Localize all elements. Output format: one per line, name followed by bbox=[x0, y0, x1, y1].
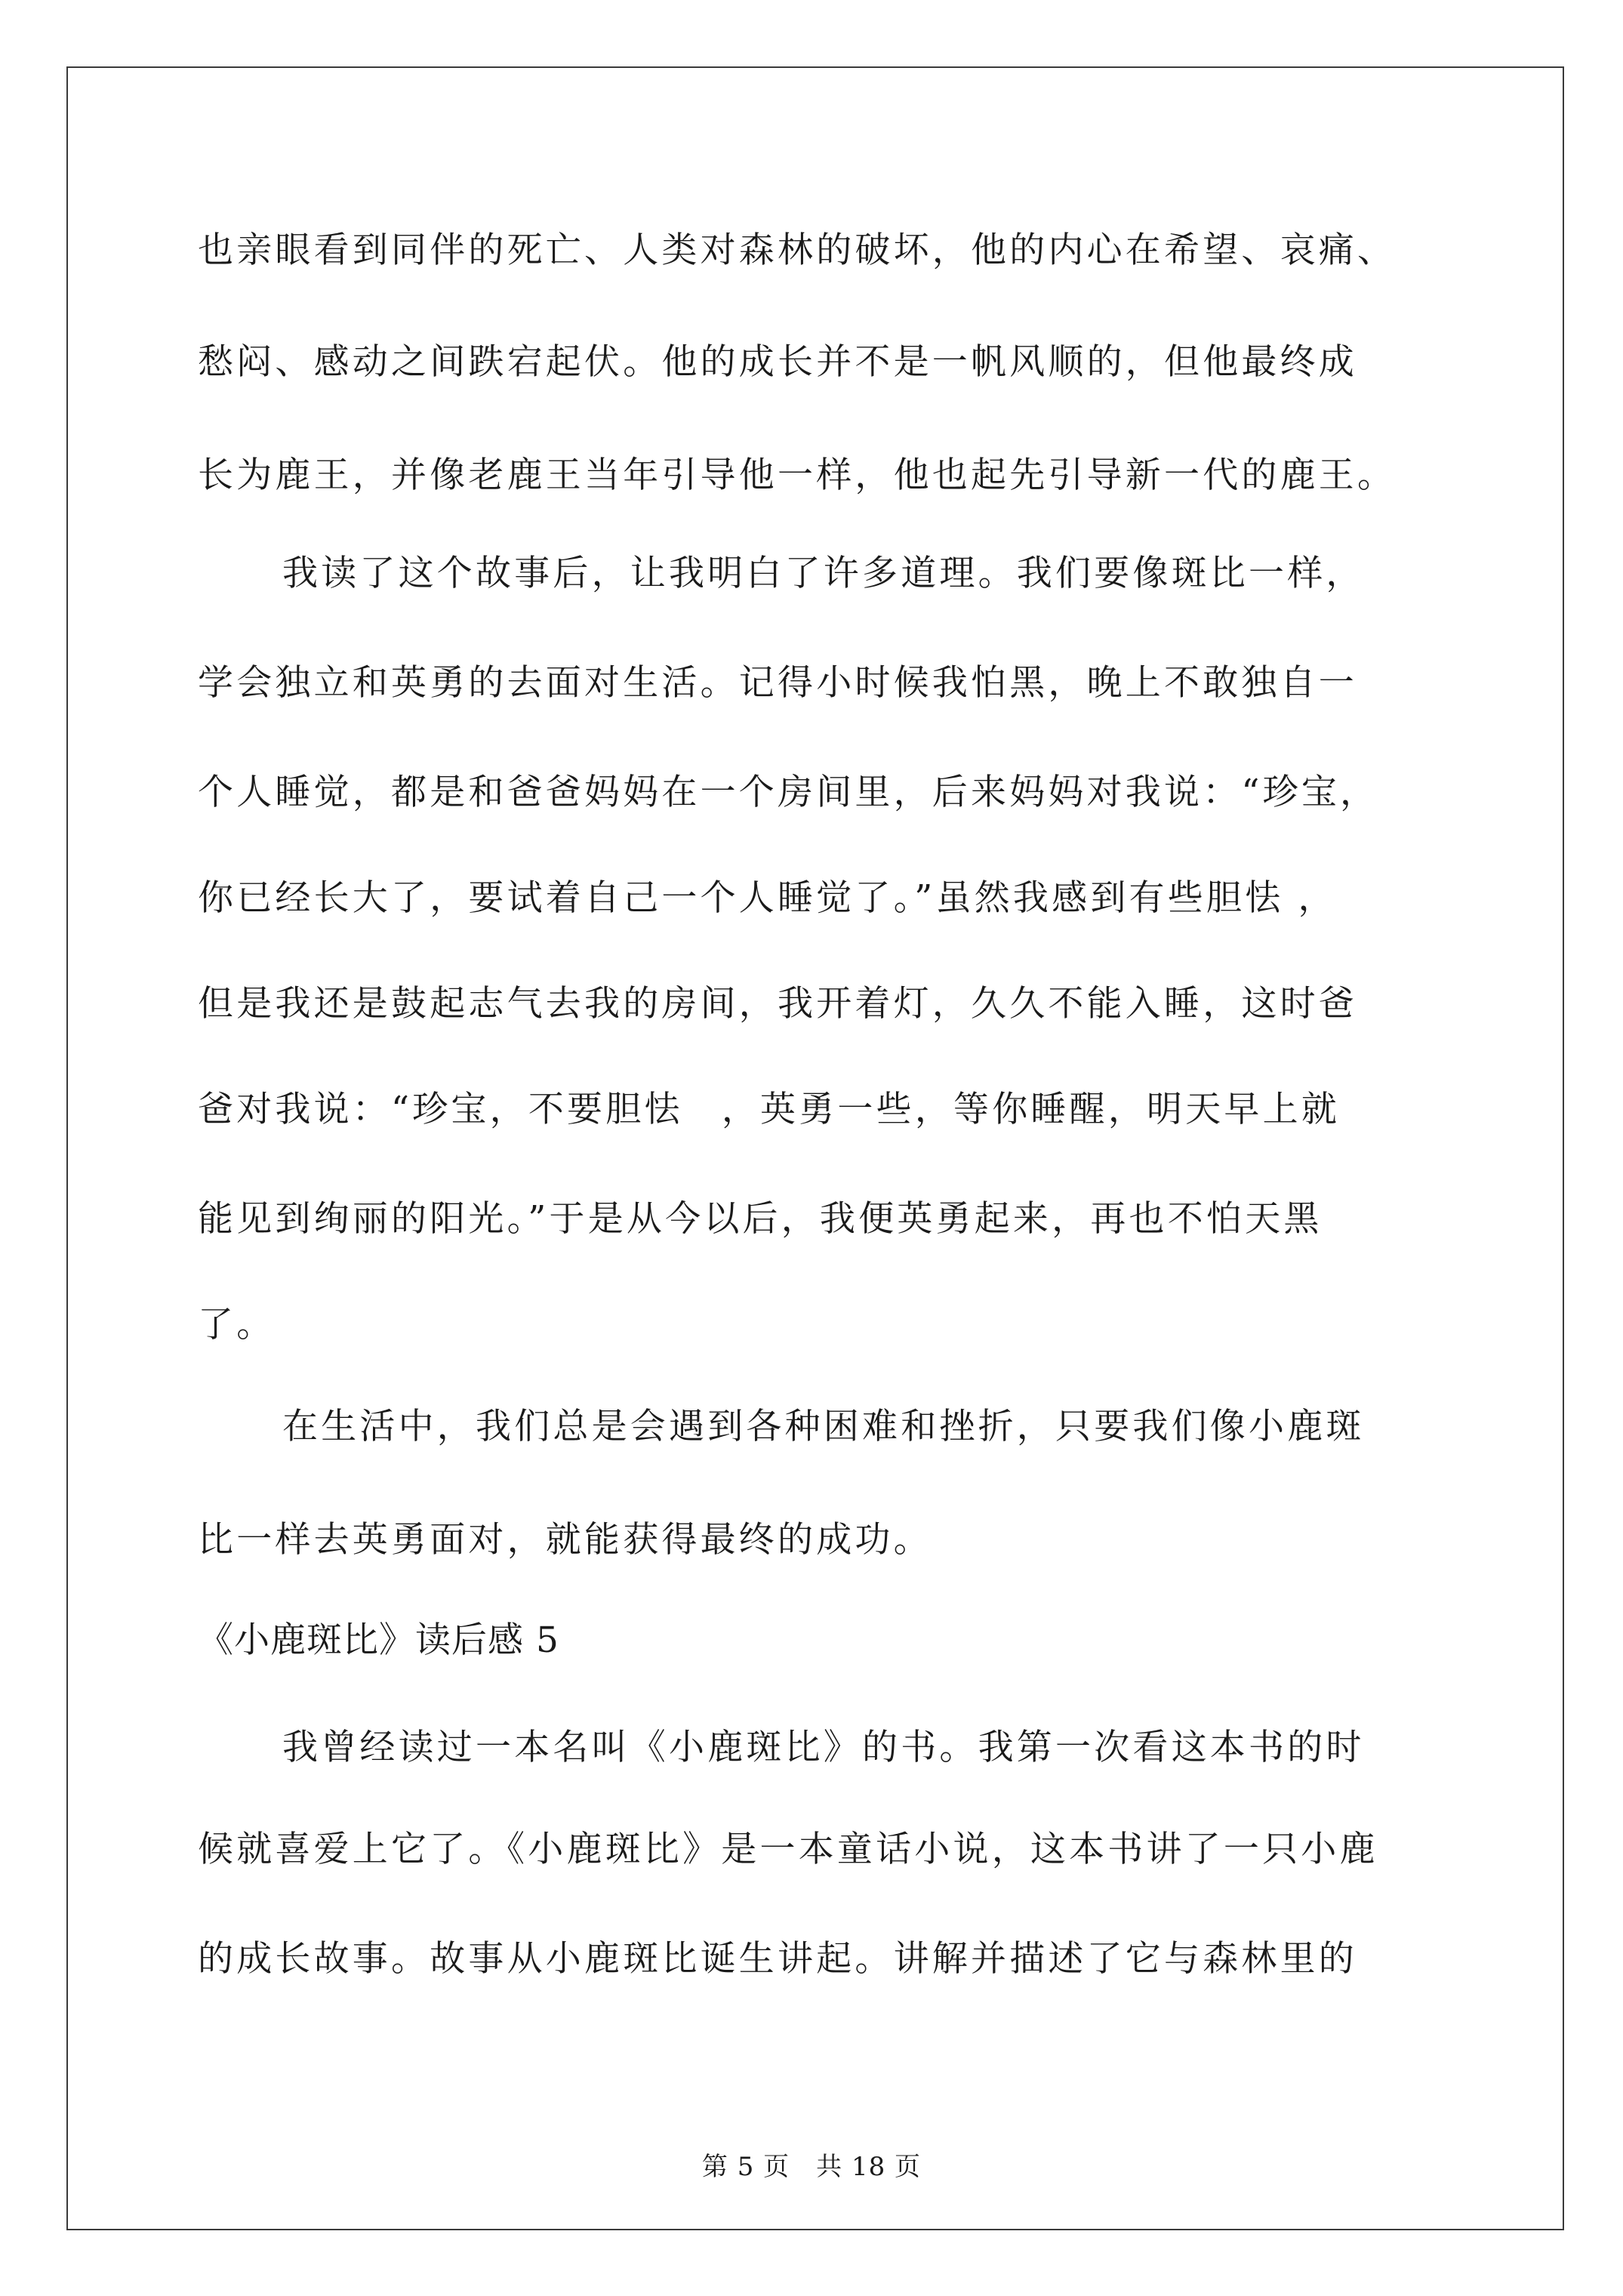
text-line: 长为鹿王，并像老鹿王当年引导他一样，他也起先引导新一代的鹿王。 bbox=[198, 455, 1397, 496]
text-line: 个人睡觉，都是和爸爸妈妈在一个房间里，后来妈妈对我说：“珍宝， bbox=[198, 772, 1379, 813]
paragraph-first-line: 我读了这个故事后，让我明白了许多道理。我们要像斑比一样， bbox=[282, 553, 1365, 594]
text-line: 但是我还是鼓起志气去我的房间，我开着灯，久久不能入睡，这时爸 bbox=[198, 983, 1357, 1025]
text-line: 的成长故事。故事从小鹿斑比诞生讲起。讲解并描述了它与森林里的 bbox=[198, 1938, 1357, 1980]
text-line: 愁闷、感动之间跌宕起伏。他的成长并不是一帆风顺的，但他最终成 bbox=[198, 341, 1357, 383]
text-line: 你已经长大了，要试着自己一个人睡觉了。”虽然我感到有些胆怯 ， bbox=[198, 877, 1337, 919]
page-border bbox=[66, 66, 1564, 2230]
text-line: 学会独立和英勇的去面对生活。记得小时候我怕黑，晚上不敢独自一 bbox=[198, 662, 1357, 704]
paragraph-first-line: 我曾经读过一本名叫《小鹿斑比》的书。我第一次看这本书的时 bbox=[282, 1727, 1365, 1768]
text-line: 能见到绚丽的阳光。”于是从今以后，我便英勇起来，再也不怕天黑 bbox=[198, 1198, 1323, 1240]
text-line: 了。 bbox=[198, 1304, 276, 1345]
text-line: 也亲眼看到同伴的死亡、人类对森林的破坏，他的内心在希望、哀痛、 bbox=[198, 230, 1397, 271]
text-line: 候就喜爱上它了。《小鹿斑比》是一本童话小说，这本书讲了一只小鹿 bbox=[198, 1829, 1378, 1870]
section-heading: 《小鹿斑比》读后感 5 bbox=[198, 1620, 559, 1661]
paragraph-first-line: 在生活中，我们总是会遇到各种困难和挫折，只要我们像小鹿斑 bbox=[282, 1406, 1365, 1447]
text-line: 比一样去英勇面对，就能获得最终的成功。 bbox=[198, 1519, 932, 1561]
page-number-footer: 第 5 页 共 18 页 bbox=[701, 2152, 922, 2182]
text-line: 爸对我说：“珍宝，不要胆怯 ，英勇一些，等你睡醒，明天早上就 bbox=[198, 1089, 1341, 1130]
